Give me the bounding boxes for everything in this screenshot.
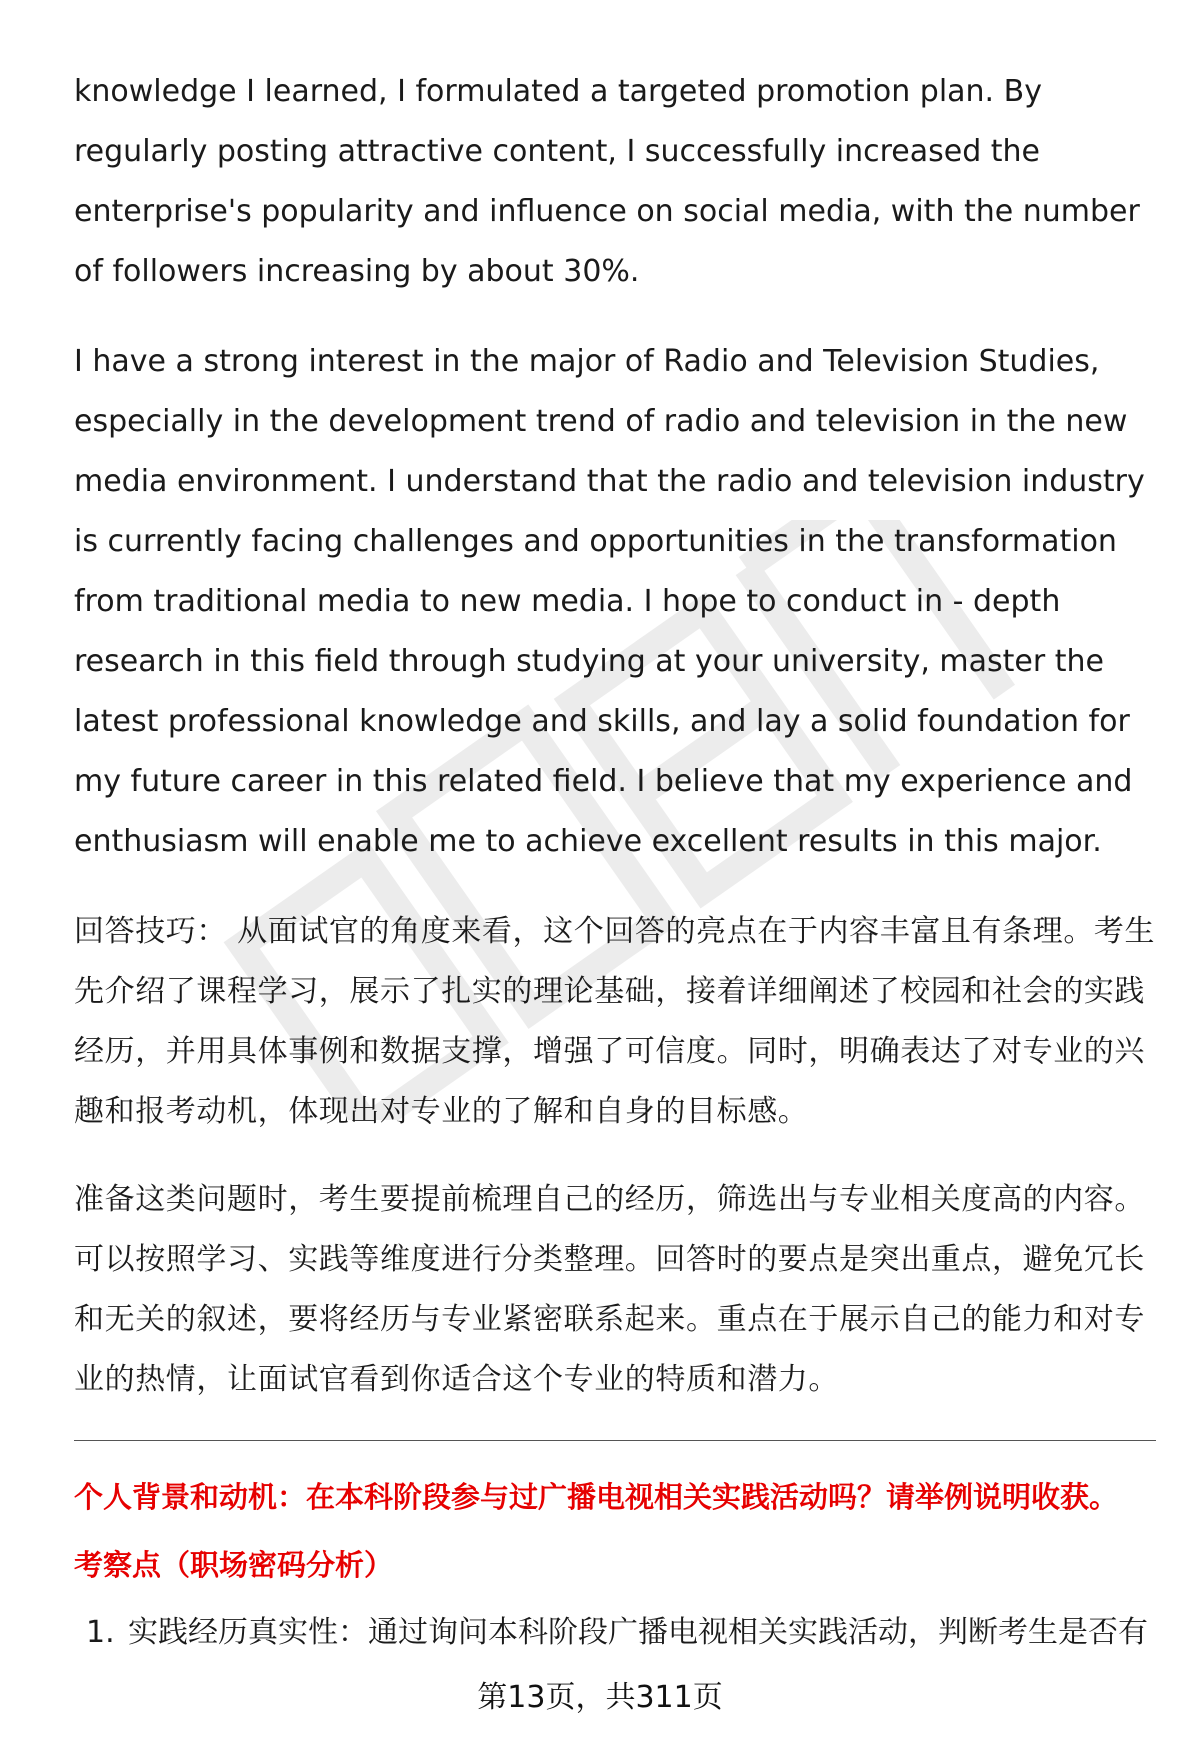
assessment-points-heading: 考察点（职场密码分析）	[74, 1548, 394, 1582]
page-content	[74, 62, 1156, 1663]
answer-paragraph-1: knowledge I learned, I formulated a targeted promotion plan. By regularly posting attractive content, I successfully increased the enterprise's popularity and influence on social media, with the number of followers increasing by about 30%.	[74, 74, 1140, 289]
list-item-text: 实践经历真实性：通过询问本科阶段广播电视相关实践活动，判断考生是否有	[128, 1615, 1148, 1650]
list-item-number: 1.	[86, 1615, 115, 1650]
page-footer: 第13页，共311页	[477, 1680, 723, 1715]
list-item	[74, 1603, 1156, 1663]
preparation-paragraph: 准备这类问题时，考生要提前梳理自己的经历，筛选出与专业相关度高的内容。可以按照学习、实践等维度进行分类整理。回答时的要点是突出重点，避免冗长和无关的叙述，要将经历与专业紧密联系起来。重点在于展示自己的能力和对专业的热情，让面试官看到你适合这个专业的特质和潜力。	[74, 1182, 1145, 1397]
answer-paragraph-2: I have a strong interest in the major of Radio and Television Studies, especially in the development trend of radio and television in the new media environment. I understand that the radio and television industry is currently facing challenges and opportunities in the transformation from traditional media to new media. I hope to conduct in - depth research in this field through studying at your university, master the latest professional knowledge and skills, and lay a solid foundation for my future career in this related field. I believe that my experience and enthusiasm will enable me to achieve excellent results in this major.	[74, 344, 1145, 859]
tips-paragraph: 回答技巧： 从面试官的角度来看，这个回答的亮点在于内容丰富且有条理。考生先介绍了课程学习，展示了扎实的理论基础，接着详细阐述了校园和社会的实践经历，并用具体事例和数据支撑，增强了可信度。同时，明确表达了对专业的兴趣和报考动机，体现出对专业的了解和自身的目标感。	[74, 914, 1156, 1129]
question-heading: 个人背景和动机：在本科阶段参与过广播电视相关实践活动吗？请举例说明收获。	[74, 1480, 1119, 1514]
assessment-points-list	[74, 1603, 1156, 1663]
section-divider	[74, 1440, 1156, 1441]
